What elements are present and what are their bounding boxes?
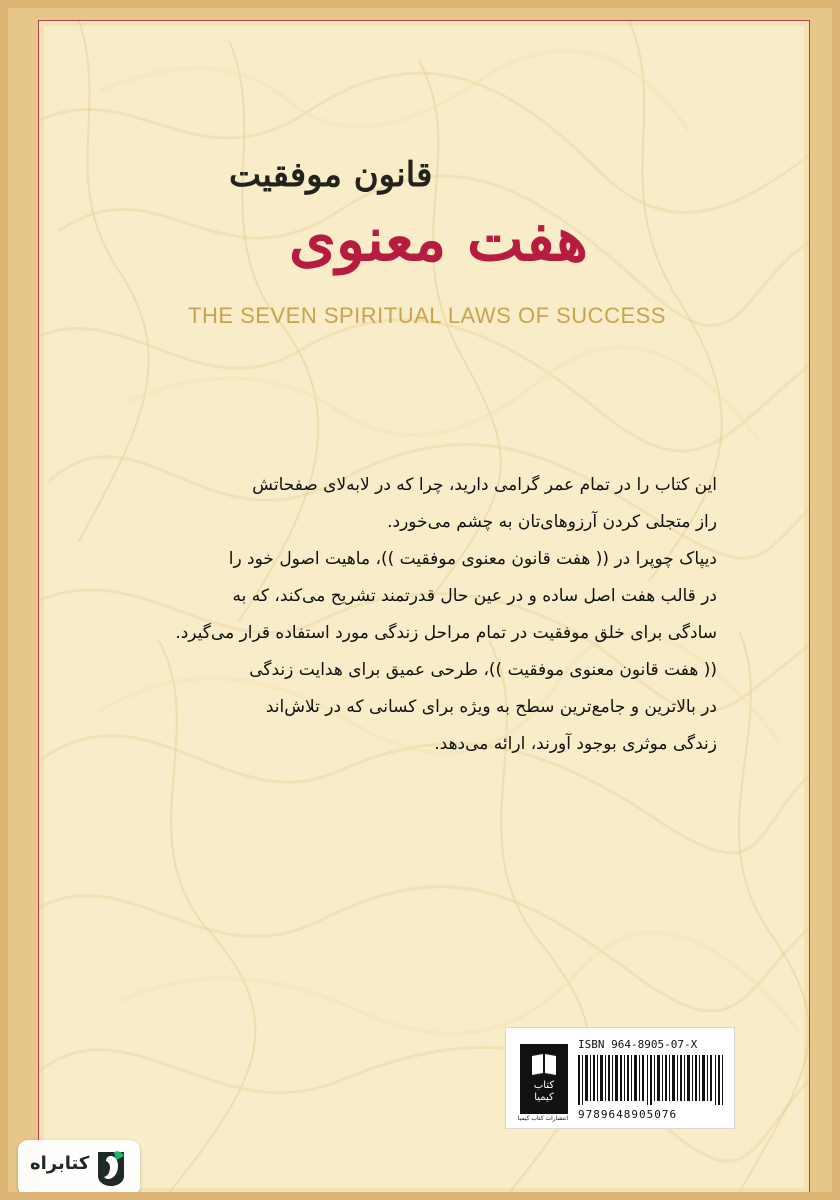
blurb-line-6: (( هفت قانون معنوی موفقیت ))، طرحی عمیق برای هدایت زندگی <box>249 660 717 680</box>
isbn-label: ISBN 964-8905-07-X <box>578 1038 698 1051</box>
blurb-line-7: در بالاترین و جامع‌ترین سطح به ویژه برای کسانی که در تلاش‌اند <box>265 697 717 717</box>
book-blurb <box>87 467 717 763</box>
persian-title-main: هفت معنوی <box>289 205 588 275</box>
publisher-caption: انتشارات کتاب کیمیا <box>517 1115 568 1122</box>
watermark-logo-icon <box>94 1148 128 1188</box>
blurb-line-4: در قالب هفت اصل ساده و در عین حال قدرتمند تشریح می‌کند، که به <box>232 586 717 606</box>
publisher-logo <box>520 1044 568 1114</box>
blurb-line-5: سادگی برای خلق موفقیت در تمام مراحل زندگی مورد استفاده قرار می‌گیرد. <box>175 623 717 643</box>
publisher-logo-text: کتاب کیمیا <box>533 1080 555 1103</box>
watermark-text: کتابراه <box>30 1153 90 1174</box>
title-block <box>39 21 809 341</box>
barcode-icon <box>578 1055 724 1105</box>
barcode-number: 9789648905076 <box>578 1108 678 1121</box>
english-title: THE SEVEN SPIRITUAL LAWS OF SUCCESS <box>188 303 666 328</box>
blurb-line-1: این کتاب را در تمام عمر گرامی دارید، چرا که در لابه‌لای صفحاتش <box>252 475 717 495</box>
book-cover-panel <box>38 20 810 1194</box>
blurb-line-3: دیپاک چوپرا در (( هفت قانون معنوی موفقیت ))، ماهیت اصول خود را <box>228 549 717 569</box>
blurb-line-8: زندگی موثری بوجود آورند، ارائه می‌دهد. <box>434 734 717 754</box>
isbn-barcode-panel <box>505 1027 735 1129</box>
watermark-badge <box>18 1140 140 1196</box>
blurb-line-2: راز متجلی کردن آرزوهای‌تان به چشم می‌خورد. <box>387 512 717 532</box>
persian-title-top: قانون موفقیت <box>229 155 433 195</box>
book-icon <box>530 1052 558 1076</box>
